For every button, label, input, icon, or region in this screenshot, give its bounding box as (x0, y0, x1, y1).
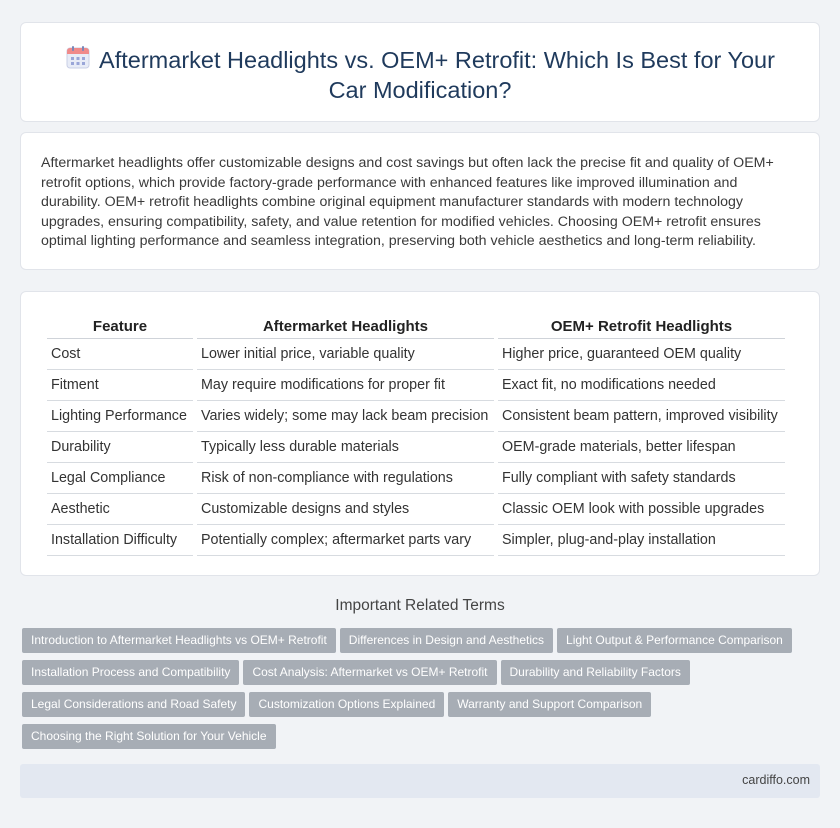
related-term-tag[interactable]: Introduction to Aftermarket Headlights vs OEM+ Retrofit (22, 628, 336, 653)
footer-site-link[interactable]: cardiffo.com (742, 773, 810, 787)
feature-cell: Fitment (47, 370, 193, 401)
comparison-table (43, 317, 789, 556)
feature-cell: Lighting Performance (47, 401, 193, 432)
title-card (20, 22, 820, 122)
column-header-oem-retrofit: OEM+ Retrofit Headlights (498, 317, 785, 339)
aftermarket-cell: Potentially complex; aftermarket parts vary (197, 525, 494, 556)
oem-retrofit-cell: Fully compliant with safety standards (498, 463, 785, 494)
table-header-row (47, 317, 785, 339)
oem-retrofit-cell: Simpler, plug-and-play installation (498, 525, 785, 556)
related-term-tag[interactable]: Choosing the Right Solution for Your Vehicle (22, 724, 276, 749)
column-header-aftermarket: Aftermarket Headlights (197, 317, 494, 339)
feature-cell: Durability (47, 432, 193, 463)
oem-retrofit-cell: Consistent beam pattern, improved visibility (498, 401, 785, 432)
oem-retrofit-cell: Classic OEM look with possible upgrades (498, 494, 785, 525)
table-row (47, 339, 785, 370)
related-term-tag[interactable]: Customization Options Explained (249, 692, 444, 717)
feature-cell: Aesthetic (47, 494, 193, 525)
table-row (47, 494, 785, 525)
column-header-feature: Feature (47, 317, 193, 339)
table-row (47, 463, 785, 494)
related-term-tag[interactable]: Installation Process and Compatibility (22, 660, 239, 685)
footer (20, 764, 820, 798)
aftermarket-cell: Typically less durable materials (197, 432, 494, 463)
related-term-tag[interactable]: Legal Considerations and Road Safety (22, 692, 245, 717)
aftermarket-cell: Risk of non-compliance with regulations (197, 463, 494, 494)
related-term-tag[interactable]: Light Output & Performance Comparison (557, 628, 792, 653)
oem-retrofit-cell: OEM-grade materials, better lifespan (498, 432, 785, 463)
table-row (47, 370, 785, 401)
page-title-wrap (61, 44, 779, 105)
related-term-tag[interactable]: Warranty and Support Comparison (448, 692, 651, 717)
related-terms-heading: Important Related Terms (335, 597, 505, 614)
related-term-tag[interactable]: Differences in Design and Aesthetics (340, 628, 553, 653)
feature-cell: Installation Difficulty (47, 525, 193, 556)
oem-retrofit-cell: Exact fit, no modifications needed (498, 370, 785, 401)
aftermarket-cell: Customizable designs and styles (197, 494, 494, 525)
related-terms-list (22, 628, 812, 756)
aftermarket-cell: Lower initial price, variable quality (197, 339, 494, 370)
table-row (47, 401, 785, 432)
related-term-tag[interactable]: Durability and Reliability Factors (501, 660, 690, 685)
oem-retrofit-cell: Higher price, guaranteed OEM quality (498, 339, 785, 370)
aftermarket-cell: Varies widely; some may lack beam precision (197, 401, 494, 432)
intro-card (20, 132, 820, 270)
related-term-tag[interactable]: Cost Analysis: Aftermarket vs OEM+ Retrofit (243, 660, 496, 685)
comparison-card (20, 291, 820, 576)
aftermarket-cell: May require modifications for proper fit (197, 370, 494, 401)
table-row (47, 432, 785, 463)
page-title: Aftermarket Headlights vs. OEM+ Retrofit: Which Is Best for Your Car Modification? (99, 47, 775, 103)
intro-paragraph: Aftermarket headlights offer customizable designs and cost savings but often lack the precise fit and quality of OEM+ retrofit options, which provide factory-grade performance with enhanced features like improved illumination and durability. OEM+ retrofit headlights combine original equipment manufacturer standards with modern technology upgrades, ensuring compatibility, safety, and value retention for modified vehicles. Choosing OEM+ retrofit ensures optimal lighting performance and seamless integration, preserving both vehicle aesthetics and long-term reliability. (41, 155, 774, 249)
table-row (47, 525, 785, 556)
calendar-icon (65, 44, 91, 70)
feature-cell: Legal Compliance (47, 463, 193, 494)
feature-cell: Cost (47, 339, 193, 370)
